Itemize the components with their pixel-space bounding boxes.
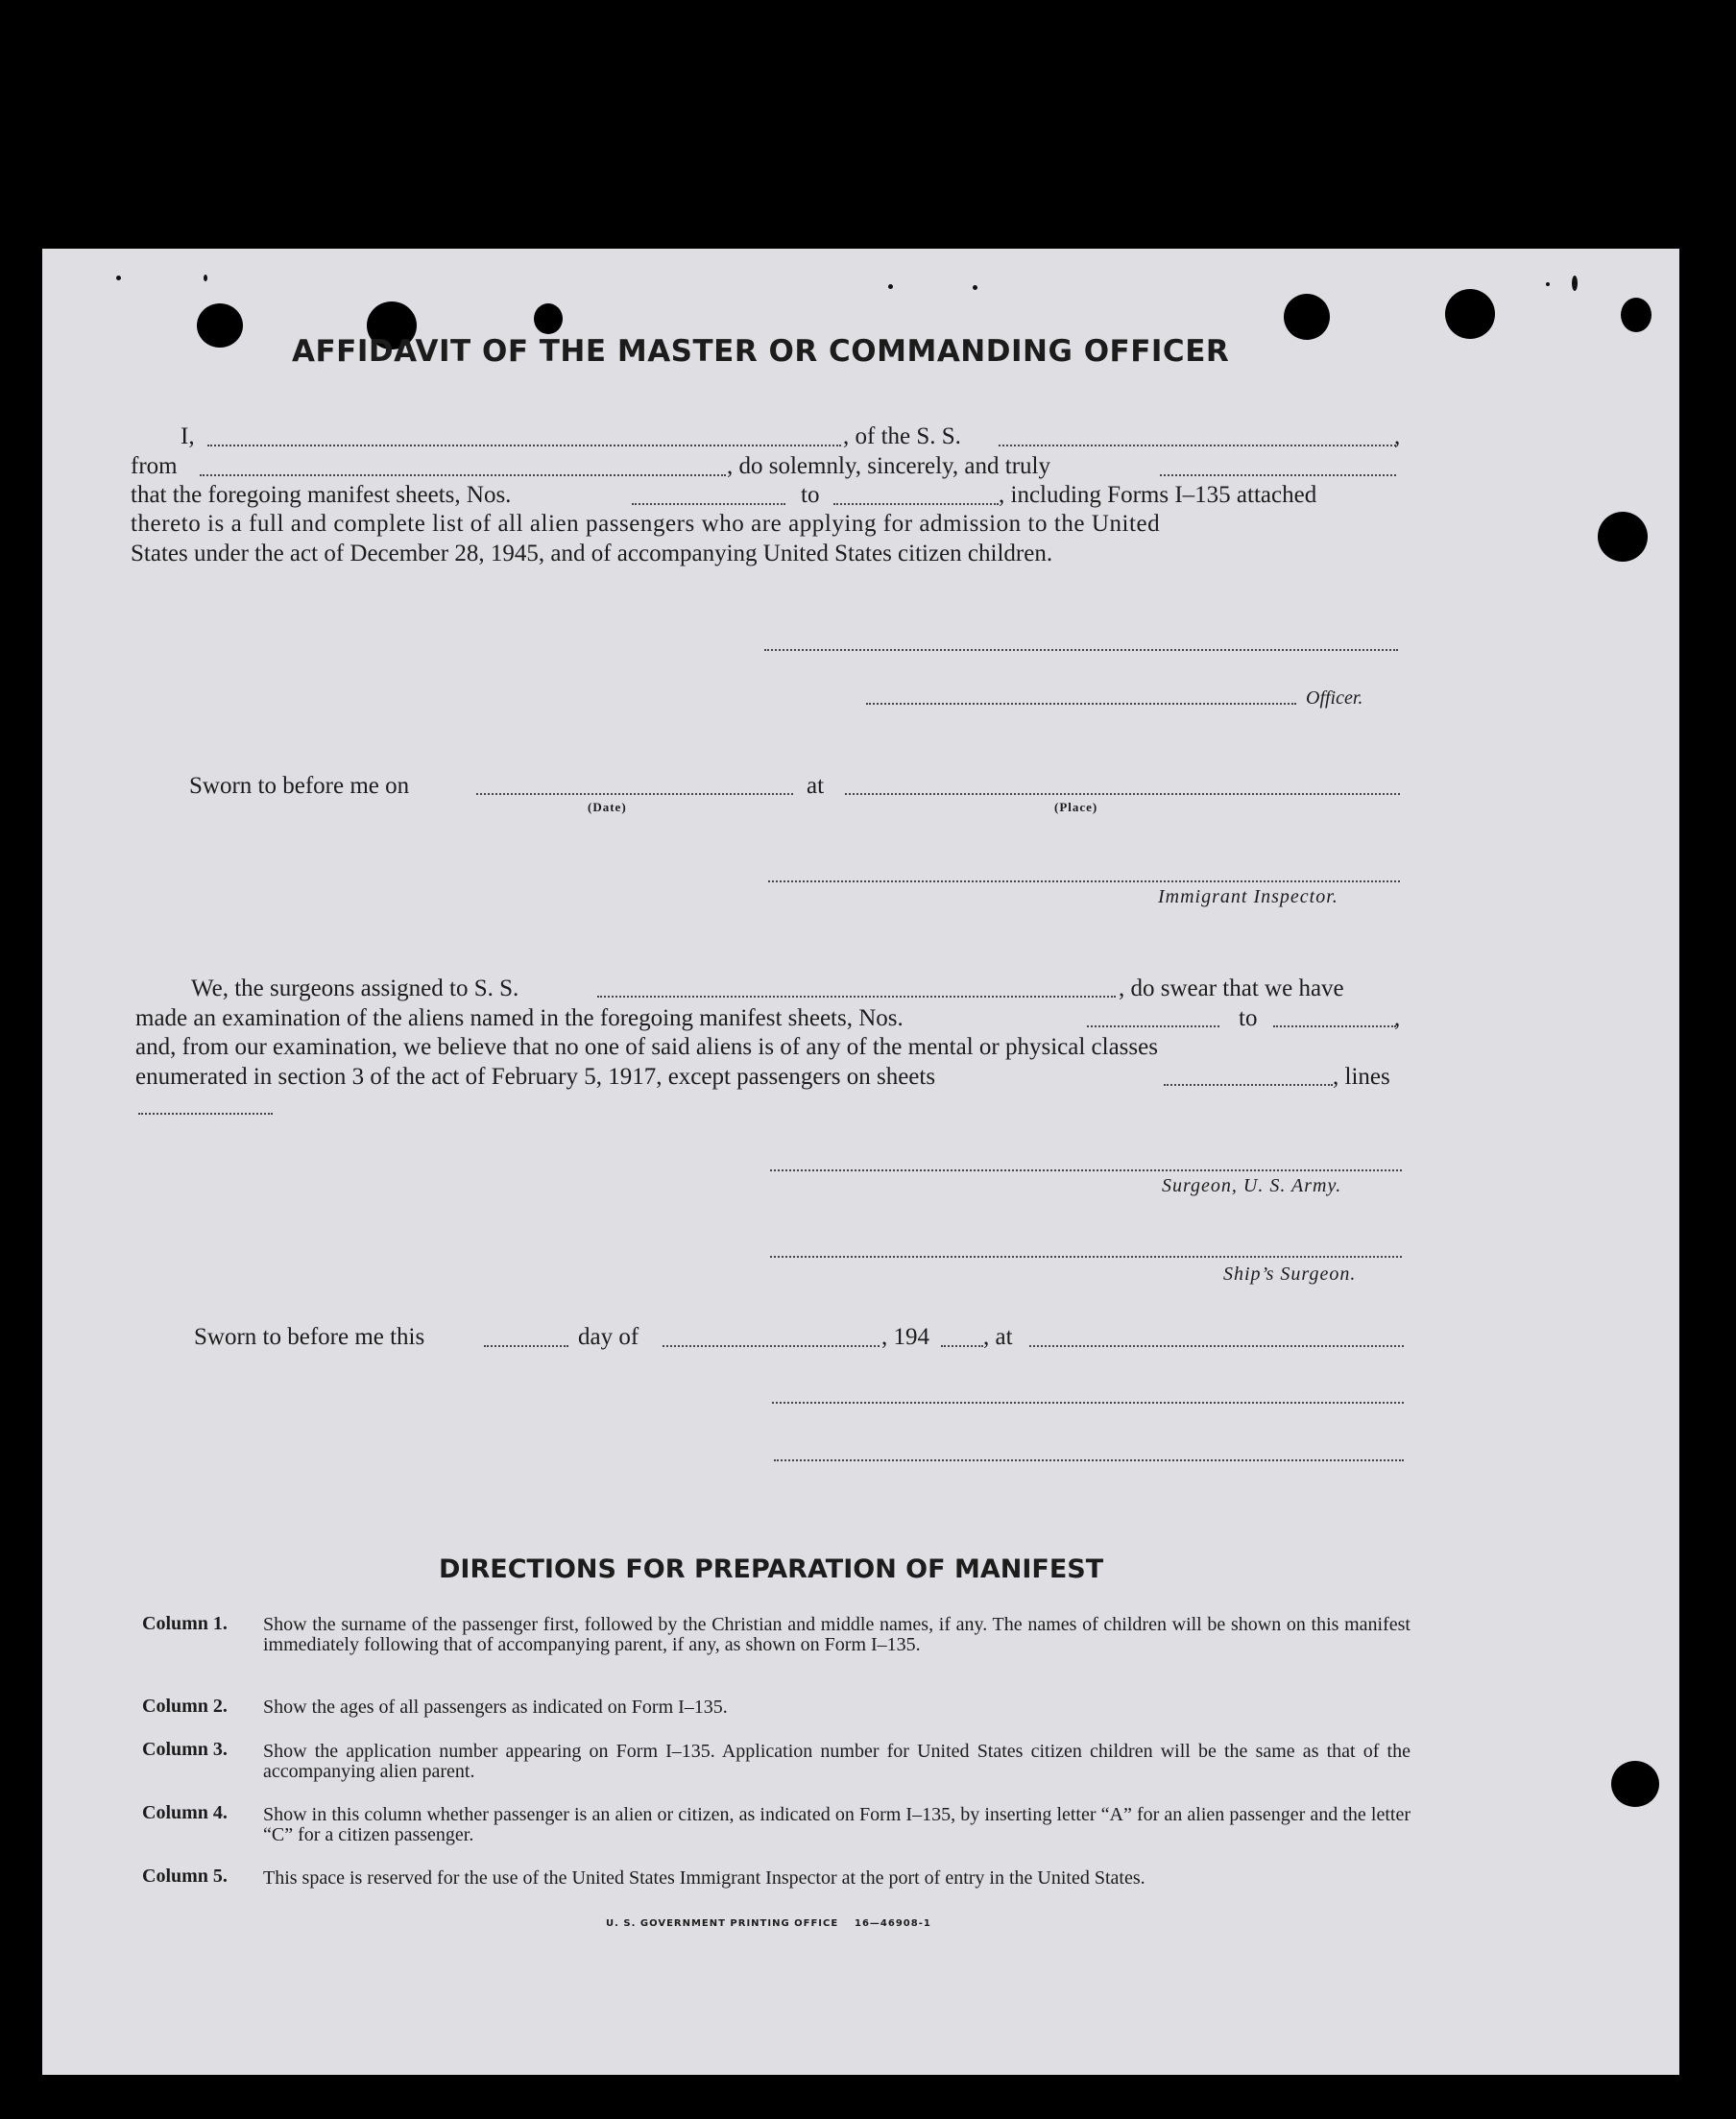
sworn2-at: , at (983, 1324, 1013, 1350)
affidavit-line1-end: , (1394, 423, 1401, 449)
column-3-label: Column 3. (142, 1739, 228, 1760)
sheets-to-field[interactable] (833, 503, 999, 505)
surgeons-line2-start: made an examination of the aliens named in the foregoing manifest sheets, Nos. (135, 1005, 904, 1031)
punch-hole (534, 303, 563, 334)
column-5-text: This space is reserved for the use of the United States Immigrant Inspector at the port of entry in the United States. (263, 1867, 1145, 1889)
column-4-label: Column 4. (142, 1802, 228, 1823)
sworn2-text: Sworn to before me this (194, 1324, 425, 1350)
speck (116, 276, 121, 280)
speck (204, 275, 207, 281)
column-5-label: Column 5. (142, 1866, 228, 1887)
sworn2-year: , 194 (881, 1324, 929, 1350)
affidavit-title: AFFIDAVIT OF THE MASTER OR COMMANDING OFFICER (292, 334, 1230, 369)
footer-code: 16—46908-1 (855, 1918, 931, 1929)
ship-name-field[interactable] (999, 445, 1396, 446)
officer-label: Officer. (1306, 687, 1363, 709)
surgeons-line4-end: , lines (1333, 1064, 1390, 1090)
surgeons-line4-start: enumerated in section 3 of the act of February 5, 1917, except passengers on sheets (135, 1064, 936, 1090)
sworn2-signature-line1[interactable] (772, 1402, 1404, 1404)
date-caption: (Date) (588, 800, 627, 814)
surgeons-line1-start: We, the surgeons assigned to S. S. (191, 975, 519, 1001)
surgeons-sheets-field[interactable] (1164, 1084, 1333, 1086)
inspector-label: Immigrant Inspector. (1158, 886, 1338, 907)
truly-field[interactable] (1160, 474, 1396, 476)
column-3-text: Show the application number appearing on Form I–135. Application number for United States citizen children will be the same as that of the accompanying alien parent. (263, 1741, 1410, 1782)
directions-title: DIRECTIONS FOR PREPARATION OF MANIFEST (439, 1554, 1104, 1584)
ship-surgeon-signature-line[interactable] (770, 1256, 1402, 1258)
army-surgeon-label: Surgeon, U. S. Army. (1162, 1175, 1342, 1196)
affidavit-line1-i: I, (181, 423, 195, 449)
sworn2-day-field[interactable] (484, 1345, 568, 1347)
speck (973, 285, 977, 290)
column-1-text: Show the surname of the passenger first, followed by the Christian and middle names, if any. The names of children will be shown on this manifest immediately following that of accompanying parent, if any, as shown on Form I–135. (263, 1614, 1410, 1655)
affidavit-line1-ss: , of the S. S. (843, 423, 961, 449)
speck (1572, 276, 1578, 291)
column-2-text: Show the ages of all passengers as indicated on Form I–135. (263, 1697, 728, 1718)
footer-printer: U. S. GOVERNMENT PRINTING OFFICE (606, 1918, 839, 1929)
from-field[interactable] (200, 474, 726, 476)
punch-hole (197, 303, 243, 348)
surgeons-lines-field[interactable] (138, 1113, 273, 1115)
sworn2-month-field[interactable] (663, 1345, 880, 1347)
sworn1-place-field[interactable] (845, 793, 1400, 795)
officer-signature-line[interactable] (866, 703, 1296, 705)
name-field[interactable] (207, 445, 841, 446)
ship-surgeon-label: Ship’s Surgeon. (1223, 1264, 1357, 1285)
column-2-label: Column 2. (142, 1696, 228, 1717)
sworn1-text: Sworn to before me on (189, 773, 410, 799)
surgeons-line3: and, from our examination, we believe that no one of said aliens is of any of the mental or physical classes (135, 1034, 1158, 1060)
affidavit-line4: thereto is a full and complete list of all alien passengers who are applying for admission to the United (131, 511, 1161, 537)
speck (888, 284, 893, 289)
sworn1-date-field[interactable] (476, 793, 793, 795)
speck (1546, 282, 1550, 286)
column-1-label: Column 1. (142, 1613, 228, 1634)
surgeons-line2-to: to (1239, 1005, 1258, 1031)
sworn2-signature-line2[interactable] (774, 1459, 1404, 1461)
sheets-from-field[interactable] (632, 503, 785, 505)
punch-hole (1621, 298, 1652, 332)
affidavit-line5: States under the act of December 28, 1945, and of accompanying United States citizen children. (131, 541, 1053, 566)
surgeons-sheets-to-field[interactable] (1273, 1025, 1396, 1027)
surgeons-ship-field[interactable] (597, 996, 1116, 998)
sworn2-place-field[interactable] (1029, 1345, 1404, 1347)
affidavit-line3-start: that the foregoing manifest sheets, Nos. (131, 482, 512, 508)
column-4-text: Show in this column whether passenger is an alien or citizen, as indicated on Form I–135, by inserting letter “A” for an alien passenger and the letter “C” for a citizen passenger. (263, 1804, 1410, 1845)
sworn1-at: at (807, 773, 825, 799)
sworn2-day-of: day of (578, 1324, 639, 1350)
affidavit-line2-from: from (131, 453, 178, 479)
affidavit-line2-sworn: , do solemnly, sincerely, and truly (727, 453, 1050, 479)
place-caption: (Place) (1054, 800, 1098, 814)
sworn2-year-field[interactable] (941, 1345, 983, 1347)
punch-hole (1445, 289, 1495, 339)
punch-hole (1598, 512, 1648, 562)
affidavit-line3-to: to (801, 482, 820, 508)
punch-hole (1284, 294, 1330, 340)
surgeons-line2-end: , (1394, 1005, 1401, 1031)
signature-line[interactable] (764, 649, 1398, 651)
surgeons-sheets-from-field[interactable] (1087, 1025, 1219, 1027)
punch-hole (1611, 1761, 1659, 1807)
affidavit-line3-end: , including Forms I–135 attached (999, 482, 1317, 508)
surgeons-line1-end: , do swear that we have (1119, 975, 1344, 1001)
